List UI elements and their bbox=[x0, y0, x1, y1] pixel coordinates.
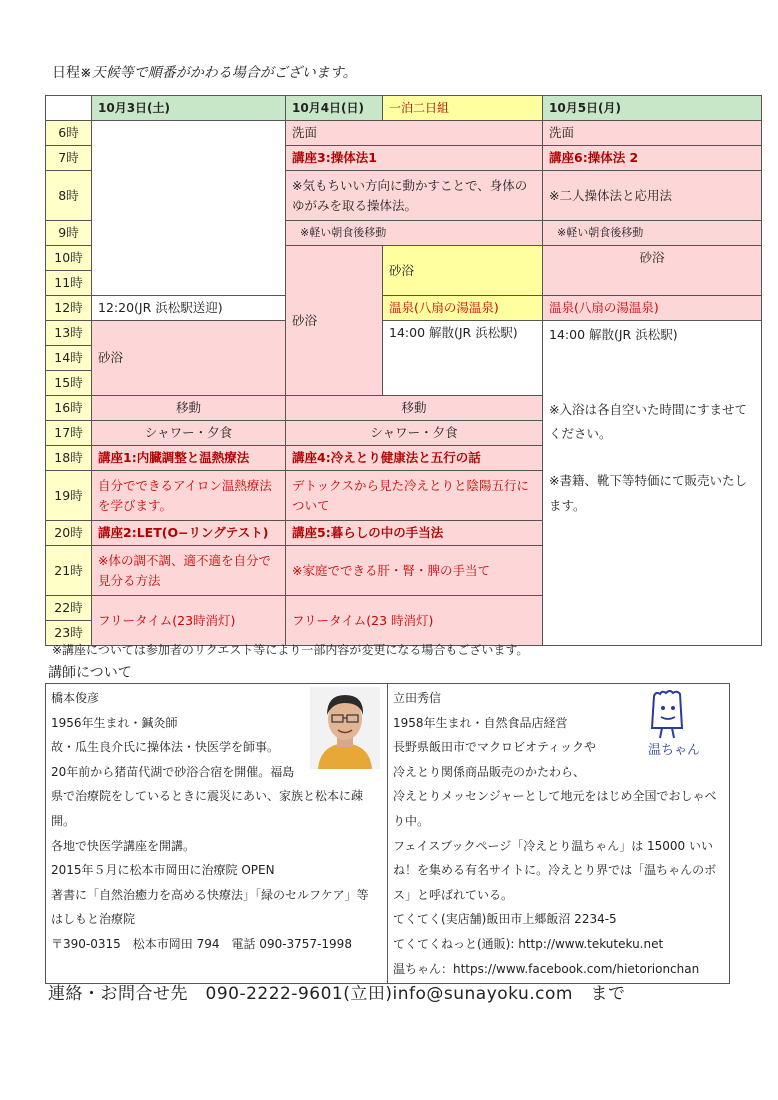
lecturer1-bio-line: 故・瓜生良介氏に操体法・快医学を師事。 bbox=[51, 740, 280, 755]
oct3-lecture1-title-cell bbox=[92, 446, 286, 471]
hour-label: 7時 bbox=[46, 146, 92, 171]
oct5-lecture6-title bbox=[543, 146, 762, 171]
lecture2-title: 講座2:LET(O−リングテスト) bbox=[98, 525, 269, 540]
lecture-change-note: ※講座については参加者のリクエスト等により一部内容が変更になる場合もございます。 bbox=[52, 643, 529, 657]
lecture1-title: 講座1:内臓調整と温熱療法 bbox=[98, 450, 250, 465]
hour-label: 13時 bbox=[46, 321, 92, 346]
oct3-lecture2-title-cell bbox=[92, 521, 286, 546]
oct5-lecture6-desc: ※二人操体法と応用法 bbox=[543, 171, 762, 221]
overnight-onsen-cell: 温泉(八扇の湯温泉) bbox=[383, 296, 543, 321]
schedule-title-text: 日程 bbox=[52, 65, 80, 81]
lecturer1-name: 橋本俊彦 bbox=[51, 691, 100, 705]
oct4-sand-bath-cell: 砂浴 bbox=[286, 246, 383, 396]
oct3-move-cell: 移動 bbox=[92, 396, 286, 421]
oct5-wash-cell: 洗面 bbox=[543, 121, 762, 146]
oct3-free-time-cell: フリータイム(23時消灯) bbox=[92, 596, 286, 646]
hour-label: 9時 bbox=[46, 221, 92, 246]
hour-label: 10時 bbox=[46, 246, 92, 271]
hour-label: 20時 bbox=[46, 521, 92, 546]
schedule-title bbox=[52, 62, 357, 82]
oct4-dinner-cell: シャワー・夕食 bbox=[286, 421, 543, 446]
oct3-sand-bath-cell: 砂浴 bbox=[92, 321, 286, 396]
lecturer2-shop-address: てくてく(実店舗)飯田市上郷飯沼 2234-5 bbox=[393, 912, 617, 927]
hour-label: 12時 bbox=[46, 296, 92, 321]
schedule-table bbox=[45, 95, 762, 646]
oct5-onsen-cell: 温泉(八扇の湯温泉) bbox=[543, 296, 762, 321]
lecture3-title: 講座3:操体法1 bbox=[292, 150, 377, 165]
lecturer-photo bbox=[310, 687, 380, 769]
oct5-afternoon-cell bbox=[543, 321, 762, 646]
hour-label: 14時 bbox=[46, 346, 92, 371]
oct4-lecture3-title bbox=[286, 146, 543, 171]
oct3-dinner-cell: シャワー・夕食 bbox=[92, 421, 286, 446]
lecturers-table bbox=[45, 683, 730, 984]
oct4-lecture5-desc: ※家庭でできる肝・腎・脾の手当て bbox=[286, 546, 543, 596]
onchan-drawing bbox=[640, 688, 702, 758]
oct4-lecture5-title-cell bbox=[286, 521, 543, 546]
lecturer1-bio-line: 2015年５月に松本市岡田に治療院 OPEN bbox=[51, 863, 275, 878]
hour-label: 21時 bbox=[46, 546, 92, 596]
hour-label: 15時 bbox=[46, 371, 92, 396]
onchan-drawing-caption: 温ちゃん bbox=[648, 743, 701, 758]
day-header-overnight-group: 一泊二日組 bbox=[383, 96, 543, 121]
lecturer1-bio-line: 著書に「自然治癒力を高める快療法」「緑のセルフケア」等 bbox=[51, 887, 369, 902]
oct5-breakfast-cell: ※軽い朝食後移動 bbox=[543, 221, 762, 246]
hour-label: 23時 bbox=[46, 621, 92, 646]
lecturer1-address: 〒390-0315 松本市岡田 794 電話 090-3757-1998 bbox=[51, 936, 352, 951]
lecturer2-bio-line: 長野県飯田市でマクロビオティックや bbox=[393, 740, 597, 755]
oct4-move-cell: 移動 bbox=[286, 396, 543, 421]
lecturer1-bio-line: 各地で快医学講座を開講。 bbox=[51, 838, 196, 853]
oct3-morning-blank bbox=[92, 121, 286, 296]
day-header-oct3: 10月3日(土) bbox=[92, 96, 286, 121]
hour-label: 6時 bbox=[46, 121, 92, 146]
hour-label: 17時 bbox=[46, 421, 92, 446]
lecturer1-bio-line: 20年前から猪苗代湖で砂浴合宿を開催。福島県で治療院をしているときに震災にあい、家族と松本に疎開。 bbox=[51, 764, 364, 828]
lecture5-title: 講座5:暮らしの中の手当法 bbox=[292, 525, 444, 540]
hour-label: 11時 bbox=[46, 271, 92, 296]
lecturer-hashimoto bbox=[46, 684, 388, 984]
lecturer2-bio-line: フェイスブックページ「冷えとり温ちゃん」は 15000 いいね！を集める有名サイトに。冷えとり界では「温ちゃんのボス」と呼ばれている。 bbox=[393, 838, 717, 902]
oct4-lecture4-desc: デトックスから見た冷えとりと陰陽五行について bbox=[286, 471, 543, 521]
oct4-free-time-cell: フリータイム(23 時消灯) bbox=[286, 596, 543, 646]
contact-info: 連絡・お問合せ先 090-2222-9601(立田)info@sunayoku.com まで bbox=[48, 984, 626, 1004]
hour-label: 18時 bbox=[46, 446, 92, 471]
hour-label: 8時 bbox=[46, 171, 92, 221]
day-header-oct5: 10月5日(月) bbox=[543, 96, 762, 121]
hour-label: 19時 bbox=[46, 471, 92, 521]
lecturer2-name: 立田秀信 bbox=[393, 691, 442, 705]
lecturer1-bio-line: 1956年生まれ・鍼灸師 bbox=[51, 715, 178, 730]
oct5-dismiss-text: 14:00 解散(JR 浜松駅) bbox=[549, 327, 678, 342]
lecturer2-web-link: てくてくねっと(通販): http://www.tekuteku.net bbox=[393, 936, 664, 951]
lecturer1-bio-line: はしもと治療院 bbox=[51, 912, 136, 927]
lecturer-tatsuta bbox=[388, 684, 730, 984]
oct3-pickup-cell: 12:20(JR 浜松駅送迎) bbox=[92, 296, 286, 321]
hour-label: 22時 bbox=[46, 596, 92, 621]
hour-label: 16時 bbox=[46, 396, 92, 421]
oct4-lecture4-title-cell bbox=[286, 446, 543, 471]
overnight-dismiss-cell: 14:00 解散(JR 浜松駅) bbox=[383, 321, 543, 396]
oct4-wash-cell: 洗面 bbox=[286, 121, 543, 146]
oct3-lecture1-desc: 自分でできるアイロン温熱療法を学びます。 bbox=[92, 471, 286, 521]
lecture6-title: 講座6:操体法 2 bbox=[549, 150, 639, 165]
lecturer2-bio-line: 1958年生まれ・自然食品店経営 bbox=[393, 715, 568, 730]
day-header-oct4: 10月4日(日) bbox=[286, 96, 383, 121]
lecturer2-bio-line: 冷えとり関係商品販売のかたわら、 bbox=[393, 764, 586, 779]
lecturers-heading: 講師について bbox=[48, 665, 132, 681]
lecture4-title: 講座4:冷えとり健康法と五行の話 bbox=[292, 450, 481, 465]
oct4-breakfast-cell: ※軽い朝食後移動 bbox=[286, 221, 543, 246]
schedule-weather-note: ※天候等で順番がかわる場合がございます。 bbox=[80, 65, 357, 81]
lecturer2-bio-line: 冷えとりメッセンジャーとして地元をはじめ全国でおしゃべり中。 bbox=[393, 789, 717, 828]
header-corner bbox=[46, 96, 92, 121]
lecturer2-facebook-link: 温ちゃん：https://www.facebook.com/hietorionchan bbox=[393, 961, 700, 976]
oct3-lecture2-desc: ※体の調不調、適不適を自分で見分る方法 bbox=[92, 546, 286, 596]
oct5-bath-note: ※入浴は各自空いた時間にすませてください。 bbox=[549, 401, 747, 442]
overnight-sand-bath-cell: 砂浴 bbox=[383, 246, 543, 296]
schedule-header-row bbox=[46, 96, 762, 121]
oct4-lecture3-desc: ※気もちいい方向に動かすことで、身体のゆがみを取る操体法。 bbox=[286, 171, 543, 221]
oct5-sand-bath-cell: 砂浴 bbox=[543, 246, 762, 296]
oct5-sale-note: ※書籍、靴下等特価にて販売いたします。 bbox=[549, 473, 747, 513]
